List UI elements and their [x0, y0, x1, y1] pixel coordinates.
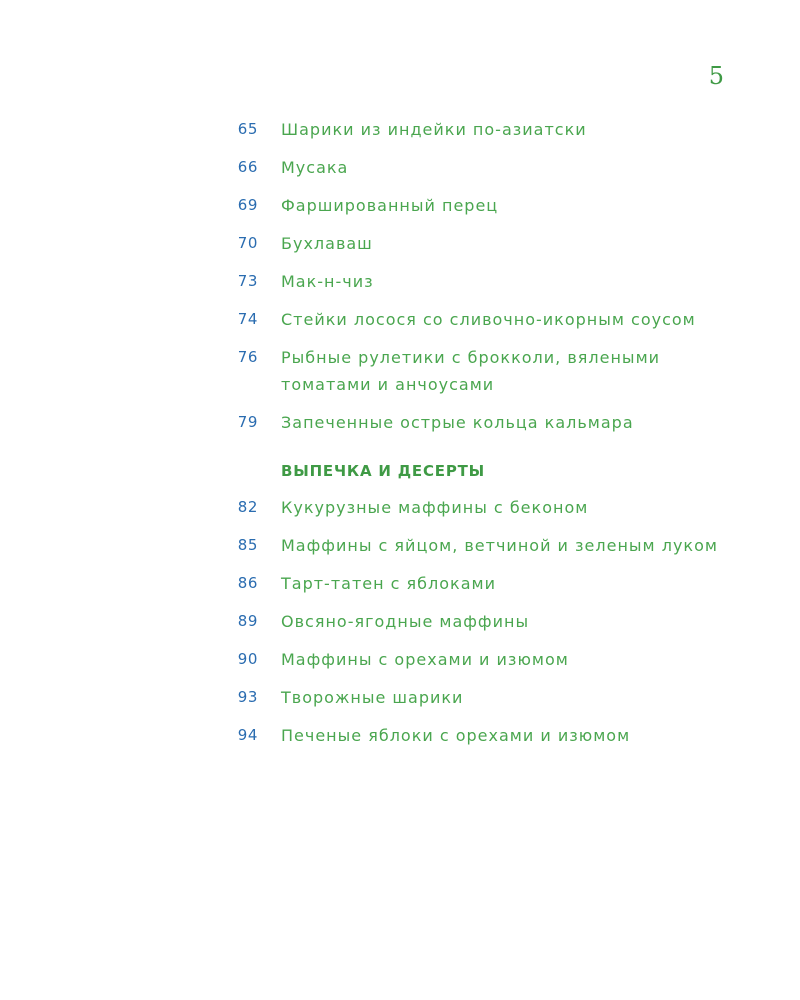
toc-page-number: 69 — [237, 196, 258, 214]
toc-entry — [220, 684, 740, 711]
toc-title: Маффины с яйцом, ветчиной и зеленым луком — [281, 536, 718, 555]
toc-entry — [220, 494, 740, 521]
page-number: 5 — [708, 62, 724, 90]
toc-title: Стейки лосося со сливочно-икорным соусом — [281, 310, 696, 329]
toc-page-number: 93 — [237, 688, 258, 706]
toc-title: Мак-н-чиз — [281, 272, 374, 291]
toc-entry — [220, 344, 740, 398]
toc-entry — [220, 306, 740, 333]
toc-title: Мусака — [281, 158, 349, 177]
toc-page-number: 94 — [237, 726, 258, 744]
toc-title: Тарт-татен с яблоками — [281, 574, 496, 593]
toc-entry — [220, 570, 740, 597]
toc-page-number: 74 — [237, 310, 258, 328]
toc-entry — [220, 268, 740, 295]
section-heading: ВЫПЕЧКА И ДЕСЕРТЫ — [281, 462, 485, 480]
toc-title: Рыбные рулетики с брокколи, вялеными томатами и анчоусами — [281, 348, 661, 394]
toc-title: Фаршированный перец — [281, 196, 499, 215]
toc-entry — [220, 608, 740, 635]
toc-entry — [220, 722, 740, 749]
table-of-contents — [220, 116, 740, 760]
toc-page-number: 85 — [237, 536, 258, 554]
toc-page-number: 70 — [237, 234, 258, 252]
toc-page-number: 65 — [237, 120, 258, 138]
toc-title: Печеные яблоки с орехами и изюмом — [281, 726, 631, 745]
toc-page-number: 73 — [237, 272, 258, 290]
toc-title: Маффины с орехами и изюмом — [281, 650, 569, 669]
toc-page-number: 66 — [237, 158, 258, 176]
toc-entry — [220, 646, 740, 673]
toc-page-number: 82 — [237, 498, 258, 516]
toc-page-number: 86 — [237, 574, 258, 592]
toc-entry — [220, 192, 740, 219]
toc-page-number: 76 — [237, 348, 258, 366]
toc-entry — [220, 409, 740, 436]
toc-title: Овсяно-ягодные маффины — [281, 612, 530, 631]
toc-entry — [220, 116, 740, 143]
toc-entry — [220, 154, 740, 181]
toc-title: Запеченные острые кольца кальмара — [281, 413, 634, 432]
toc-entry — [220, 532, 740, 559]
toc-title: Творожные шарики — [281, 688, 464, 707]
toc-title: Кукурузные маффины с беконом — [281, 498, 589, 517]
toc-entry — [220, 230, 740, 257]
toc-page-number: 79 — [237, 413, 258, 431]
toc-page-number: 89 — [237, 612, 258, 630]
toc-page-number: 90 — [237, 650, 258, 668]
toc-title: Бухлаваш — [281, 234, 373, 253]
toc-title: Шарики из индейки по-азиатски — [281, 120, 587, 139]
